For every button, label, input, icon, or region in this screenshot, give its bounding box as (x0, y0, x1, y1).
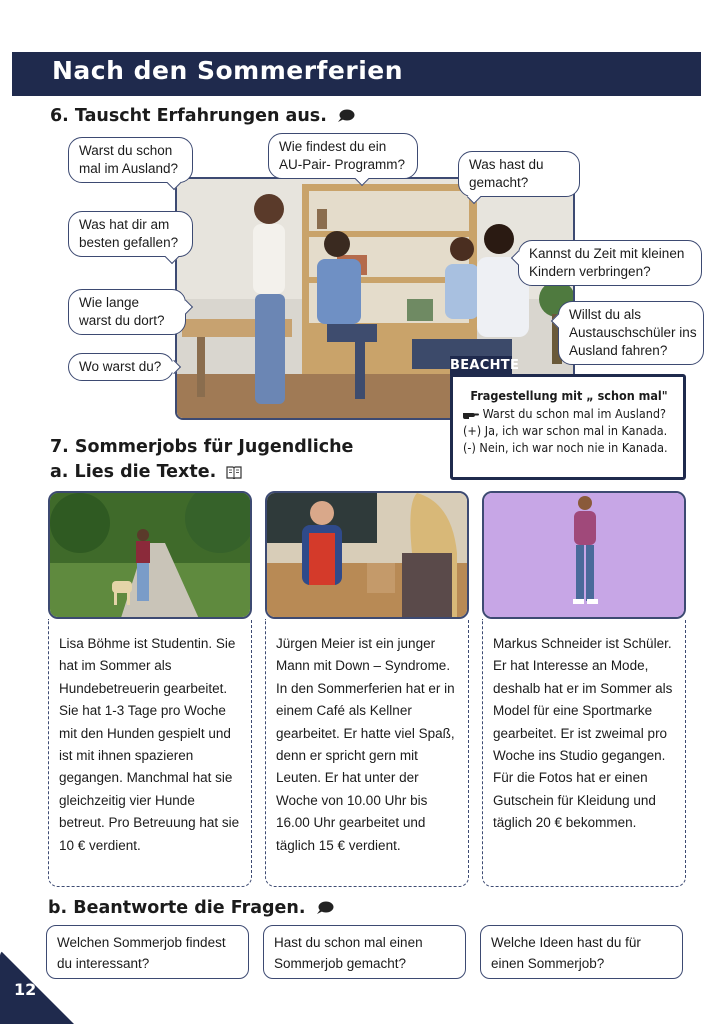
card-text-markus: Markus Schneider ist Schüler. Er hat Interesse an Mode, deshalb hat er im Sommer als Model für eine Sportmarke gearbeitet. Er ist zweimal pro Woche ins Studio gegangen. Für die Fotos hat er einen Gutschein für Kleidung und täglich 20 € bekommen. (482, 619, 686, 887)
beachte-negative-answer: (-) Nein, ich war noch nie in Kanada. (463, 440, 668, 455)
question-bubble-aupair: Wie findest du ein AU-Pair- Programm? (268, 133, 418, 179)
speech-bubble-icon (316, 901, 334, 915)
section-7-heading: 7. Sommerjobs für Jugendliche (50, 437, 354, 457)
page-title: Nach den Sommerferien (52, 56, 404, 85)
question-bubble-what-done: Was hast du gemacht? (458, 151, 580, 197)
question-box-had-job: Hast du schon mal einen Sommerjob gemacht? (263, 925, 466, 979)
section-6-heading (50, 106, 355, 126)
question-bubble-children: Kannst du Zeit mit kleinen Kindern verbringen? (518, 240, 702, 286)
waiter-photo (265, 491, 469, 619)
section-7b-heading: b. Beantworte die Fragen. (48, 898, 334, 918)
speech-bubble-icon (337, 109, 355, 123)
beachte-label: BEACHTE (450, 356, 512, 376)
question-bubble-how-long: Wie lange warst du dort? (68, 289, 186, 335)
question-bubble-exchange: Willst du als Austauschschüler ins Ausland fahren? (558, 301, 704, 365)
section-7a-heading: a. Lies die Texte. (50, 462, 242, 482)
beachte-title: Fragestellung mit „ schon mal" (470, 388, 668, 403)
beachte-example-question: Warst du schon mal im Ausland? (463, 405, 675, 422)
book-icon (226, 466, 242, 479)
page-number: 12 (14, 980, 37, 999)
beachte-positive-answer: (+) Ja, ich war schon mal in Kanada. (463, 423, 668, 438)
question-box-job-ideas: Welche Ideen hast du für einen Sommerjob? (480, 925, 683, 979)
question-bubble-best: Was hat dir am besten gefallen? (68, 211, 193, 257)
dog-walker-photo (48, 491, 252, 619)
pointing-hand-icon (463, 410, 479, 420)
question-bubble-where: Wo warst du? (68, 353, 174, 381)
question-bubble-abroad: Warst du schon mal im Ausland? (68, 137, 193, 183)
question-box-interesting-job: Welchen Sommerjob findest du interessant? (46, 925, 249, 979)
model-photo (482, 491, 686, 619)
card-text-juergen: Jürgen Meier ist ein junger Mann mit Down – Syndrome. In den Sommerferien hat er in einem Café als Kellner gearbeitet. Er hatte viel Spaß, denn er spricht gern mit Leuten. Er hat unter der Woche von 10.00 Uhr bis 16.00 Uhr gearbeitet und täglich 15 € verdient. (265, 619, 469, 887)
section-6-heading-text: 6. Tauscht Erfahrungen aus. (50, 106, 327, 126)
beachte-note (450, 374, 686, 480)
card-text-lisa: Lisa Böhme ist Studentin. Sie hat im Sommer als Hundebetreuerin gearbeitet. Sie hat 1-3 Tage pro Woche mit den Hunden gespielt und ist mit ihnen spazieren gegangen. Manchmal hat sie gleichzeitig vier Hunde betreut. Pro Betreuung hat sie 10 € verdient. (48, 619, 252, 887)
